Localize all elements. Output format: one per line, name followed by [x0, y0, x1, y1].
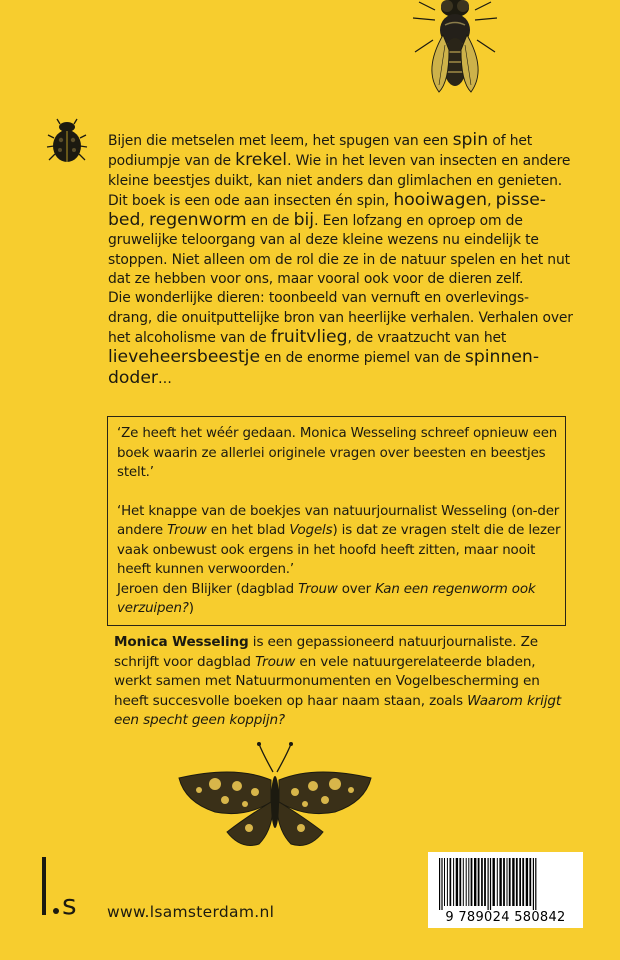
barcode-bars	[437, 858, 574, 910]
blurb-paragraph-1: Bijen die metselen met leem, het spugen van een spin of het podiumpje van de krekel. Wie in het leven van insecten en andere kleine beestjes duikt, kan niet anders dan glimlachen en genieten.	[108, 130, 571, 189]
barcode-bar	[533, 858, 534, 910]
ladybug-illustration	[46, 118, 88, 166]
barcode-bar	[478, 858, 480, 906]
publisher-logo-bar	[42, 857, 46, 915]
barcode-bar	[456, 858, 458, 906]
barcode-bar	[507, 858, 508, 906]
barcode-bar	[493, 858, 495, 906]
publisher-logo-letter: s	[62, 888, 77, 921]
review-quote-2: ‘Het knappe van de boekjes van natuurjournalist Wesseling (on-der andere Trouw en het blad Vogels) is dat ze vragen stelt die de lezer vaak onbewust ook ergens in het hoofd heeft zitten, maar nooit heeft kunnen verwoorden.’	[117, 503, 561, 577]
barcode-bar	[444, 858, 445, 906]
isbn-number: 9 789024 580842	[445, 910, 566, 925]
barcode-bar	[535, 858, 536, 910]
back-cover-blurb	[108, 131, 573, 389]
barcode-bar	[503, 858, 505, 906]
barcode-bar	[516, 858, 518, 906]
barcode-bar	[471, 858, 473, 906]
author-name: Monica Wesseling	[114, 634, 249, 650]
isbn-barcode	[428, 852, 583, 928]
barcode-bar	[466, 858, 467, 906]
barcode-bar	[453, 858, 454, 906]
barcode-bar	[481, 858, 483, 906]
barcode-bar	[450, 858, 452, 906]
butterfly-illustration	[175, 740, 375, 852]
barcode-bar	[499, 858, 501, 906]
barcode-bar	[439, 858, 440, 910]
barcode-bar	[447, 858, 448, 906]
barcode-bar	[488, 858, 489, 910]
publisher-logo-dot	[53, 908, 59, 914]
barcode-bar	[468, 858, 469, 906]
review-quote-1: ‘Ze heeft het wéér gedaan. Monica Wesseling schreef opnieuw een boek waarin ze allerlei originele vragen over beesten en beestjes stelt.’	[117, 426, 558, 480]
review-attribution: Jeroen den Blijker (dagblad Trouw over Kan een regenworm ook verzuipen?)	[117, 581, 536, 616]
barcode-bar	[484, 858, 486, 906]
barcode-bar	[497, 858, 498, 906]
barcode-bar	[519, 858, 521, 906]
barcode-bar	[459, 858, 461, 906]
barcode-bar	[522, 858, 524, 906]
publisher-website: www.lsamsterdam.nl	[107, 903, 275, 921]
blurb-paragraph-3: Die wonderlijke dieren: toonbeeld van vernuft en overlevings-drang, die onuitputtelijke bron van heerlijke verhalen. Verhalen over het alcoholisme van de fruitvlieg, de vraatzucht van het lieveheersbeestje en de enorme piemel van de spinnen-doder…	[108, 290, 573, 388]
review-quotes-box	[107, 416, 566, 626]
fly-illustration	[405, 0, 505, 95]
barcode-bar	[441, 858, 442, 910]
barcode-bar	[490, 858, 491, 910]
blurb-paragraph-2: Dit boek is een ode aan insecten én spin, hooiwagen, pisse-bed, regenworm en de bij. Een lofzang en oproep om de gruwelijke teloorgang van al deze kleine wezens nu eindelijk te stoppen. Niet alleen om de rol die ze in de natuur spelen en het nut dat ze hebben voor ons, maar vooral ook voor de dieren zelf.	[108, 189, 570, 288]
barcode-bar	[512, 858, 514, 906]
barcode-bar	[529, 858, 531, 906]
barcode-bar	[526, 858, 528, 906]
barcode-bar	[474, 858, 476, 906]
barcode-bar	[463, 858, 464, 906]
barcode-bar	[509, 858, 511, 906]
author-bio: Monica Wesseling is een gepassioneerd natuurjournaliste. Ze schrijft voor dagblad Trouw en vele natuurgerelateerde bladen, werkt samen met Natuurmonumenten en Vogelbescherming en heeft succesvolle boeken op haar naam staan, zoals Waarom krijgt een specht geen koppijn?	[114, 634, 562, 728]
